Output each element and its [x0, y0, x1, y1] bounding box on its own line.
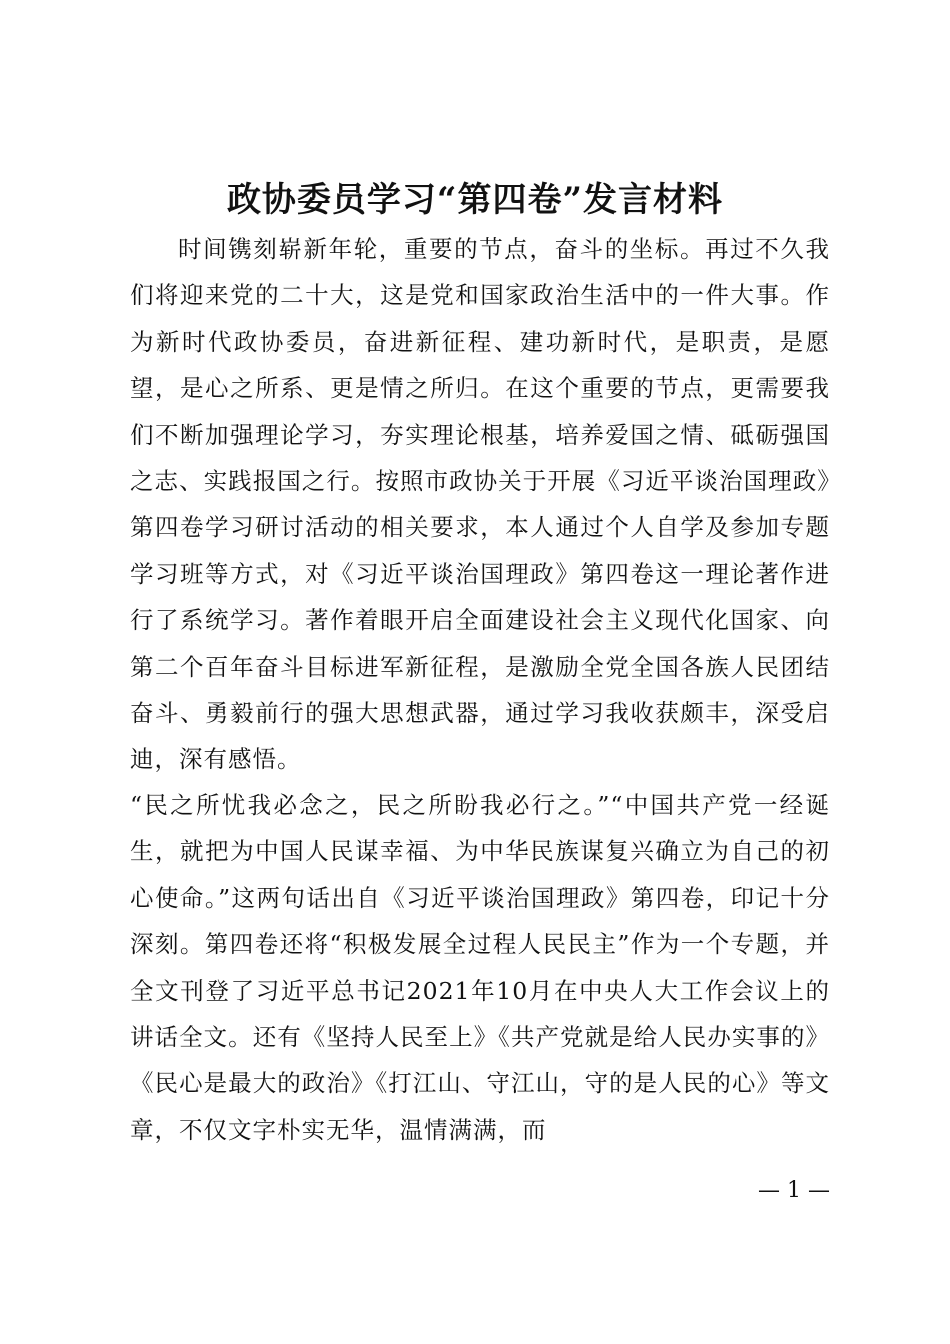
- body-paragraph-2: “民之所忧我必念之，民之所盼我必行之。”“中国共产党一经诞生，就把为中国人民谋幸福、为中华民族谋复兴确立为自己的初心使命。”这两句话出自《习近平谈治国理政》第四卷，印记十分深刻。第四卷还将“积极发展全过程人民民主”作为一个专题，并全文刊登了习近平总书记2021年10月在中央人大工作会议上的讲话全文。还有《坚持人民至上》《共产党就是给人民办实事的》《民心是最大的政治》《打江山、守江山，守的是人民的心》等文章，不仅文字朴实无华，温情满满，而: [130, 791, 830, 1144]
- document-title: 政协委员学习“第四卷”发言材料: [226, 180, 724, 220]
- page-number: — 1 —: [758, 1178, 830, 1203]
- body-paragraph-1: 时间镌刻崭新年轮，重要的节点，奋斗的坐标。再过不久我们将迎来党的二十大，这是党和国家政治生活中的一件大事。作为新时代政协委员，奋进新征程、建功新时代，是职责，是愿望，是心之所系、更是情之所归。在这个重要的节点，更需要我们不断加强理论学习，夯实理论根基，培养爱国之情、砥砺强国之志、实践报国之行。按照市政协关于开展《习近平谈治国理政》第四卷学习研讨活动的相关要求，本人通过个人自学及参加专题学习班等方式，对《习近平谈治国理政》第四卷这一理论著作进行了系统学习。著作着眼开启全面建设社会主义现代化国家、向第二个百年奋斗目标进军新征程，是激励全党全国各族人民团结奋斗、勇毅前行的强大思想武器，通过学习我收获颇丰，深受启迪，深有感悟。: [130, 235, 830, 774]
